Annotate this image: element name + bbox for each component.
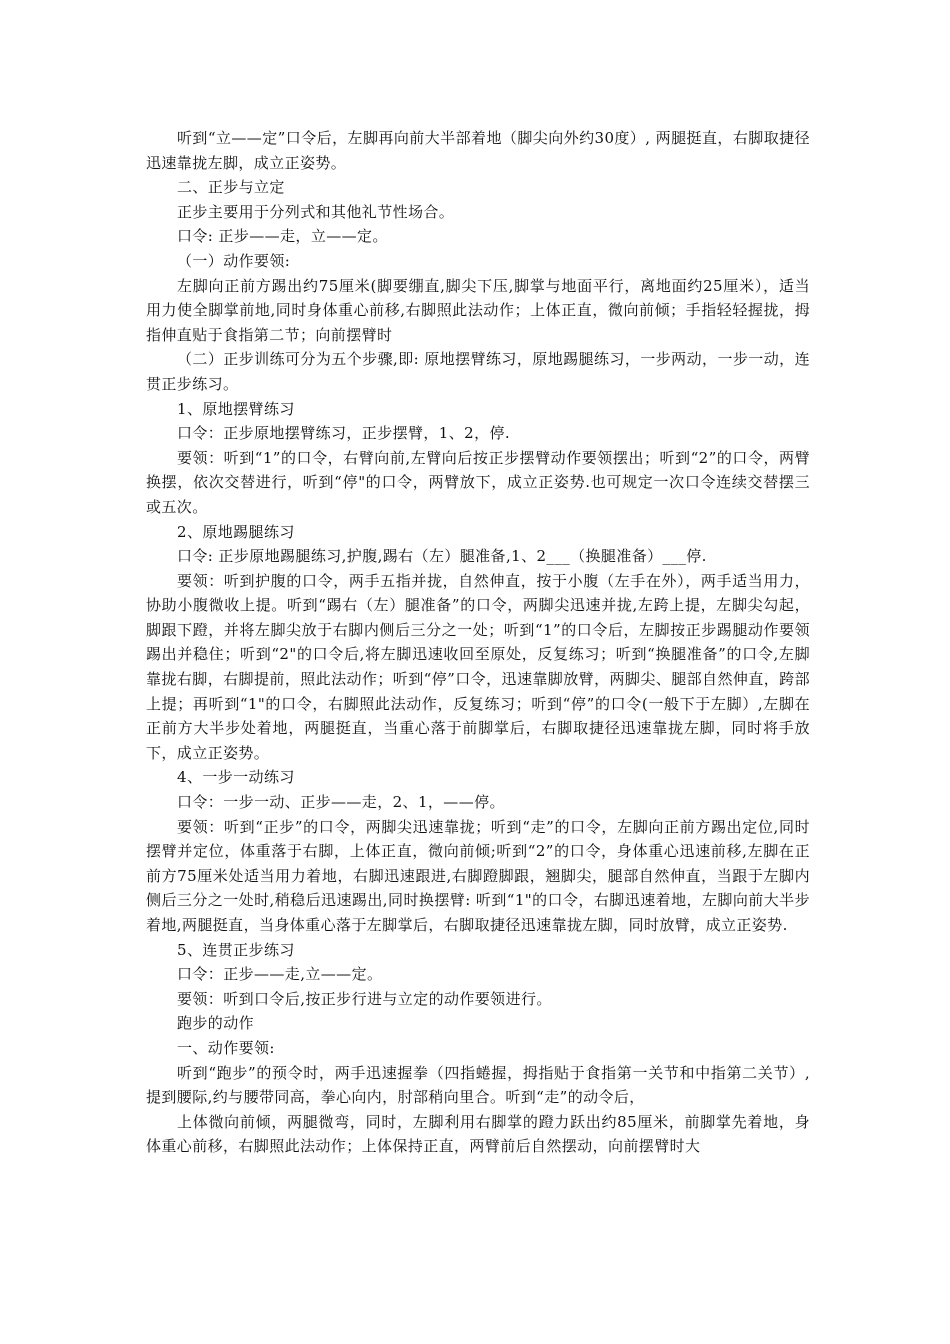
step-heading: 4、一步一动练习 [177,768,295,787]
paragraph: 上体微向前倾，两腿微弯，同时，左脚利用右脚掌的蹬力跃出约85厘米，前脚掌先着地，身体重心前移，右脚照此法动作；上体保持正直，两臂前后自然摆动，向前摆臂时大 [146,1112,810,1156]
paragraph: 要领：听到护腹的口令，两手五指并拢，自然伸直，按于小腹（左手在外），两手适当用力，协助小腹微收上提。听到“踢右（左）腿准备”的口令，两脚尖迅速并拢,左跨上提，左脚尖勾起，脚跟下蹬，并将左脚尖放于右脚内侧后三分之一处；听到“1”的口令后，左脚按正步踢腿动作要领踢出并稳住；听到“2"的口令后,将左脚迅速收回至原处，反复练习；听到“换腿准备”的口令,左脚靠拢右脚，右脚提前，照此法动作；听到“停”口令，迅速靠脚放臂，两脚尖、腿部自然伸直，跨部上提；再听到“1"的口令，右脚照此法动作，反复练习；听到“停”的口令(一般下于左脚）,左脚在正前方大半步处着地，两腿挺直，当重心落于前脚掌后，右脚取捷径迅速靠拢左脚，同时将手放下，成立正姿势。 [146,571,810,762]
paragraph: 左脚向正前方踢出约75厘米(脚要绷直,脚尖下压,脚掌与地面平行，离地面约25厘米），适当用力使全脚掌前地,同时身体重心前移,右脚照此法动作；上体正直，微向前倾；手指轻轻握拢，拇指伸直贴于食指第二节；向前摆臂时 [146,276,810,344]
command-line: 口令: 正步——走，立——定。 [177,227,388,246]
step-heading: 2、原地踢腿练习 [177,522,295,541]
command-line: 口令: 正步原地踢腿练习,护腹,踢右（左）腿准备,1、2___（换腿准备）___停. [177,547,707,566]
subsection-heading: （一）动作要领: [177,251,291,270]
paragraph: 要领：听到口令后,按正步行进与立定的动作要领进行。 [177,989,552,1008]
step-heading: 5、连贯正步练习 [177,940,295,959]
subsection-heading: 一、动作要领: [177,1038,275,1057]
paragraph: 要领：听到“正步”的口令，两脚尖迅速靠拢；听到“走”的口令，左脚向正前方踢出定位,同时摆臂并定位，体重落于右脚，上体正直，微向前倾;听到“2”的口令，身体重心迅速前移,左脚在正前方75厘米处适当用力着地，右脚迅速跟进,右脚蹬脚跟，翘脚尖，腿部自然伸直，当跟于左脚内侧后三分之一处时,稍稳后迅速踢出,同时换摆臂: 听到“1"的口令，右脚迅速着地，左脚向前大半步着地,两腿挺直，当身体重心落于左脚掌后，右脚取捷径迅速靠拢左脚，同时放臂，成立正姿势. [146,817,810,934]
command-line: 口令：正步——走,立——定。 [177,965,383,984]
section-heading: 跑步的动作 [177,1014,255,1033]
command-line: 口令：一步一动、正步——走，2、1，——停。 [177,793,505,812]
section-heading: 二、正步与立定 [177,178,285,197]
paragraph: 要领：听到“1”的口令，右臂向前,左臂向后按正步摆臂动作要领摆出；听到“2”的口令，两臂换摆，依次交替进行，听到“停"的口令，两臂放下，成立正姿势.也可规定一次口令连续交替摆三或五次。 [146,448,810,516]
document-page [146,126,810,1159]
command-line: 口令：正步原地摆臂练习，正步摆臂，1、2，停. [177,424,511,443]
paragraph: 正步主要用于分列式和其他礼节性场合。 [177,202,455,221]
paragraph: 听到“立——定”口令后，左脚再向前大半部着地（脚尖向外约30度）, 两腿挺直，右脚取捷径迅速靠拢左脚，成立正姿势。 [146,129,810,172]
paragraph: 听到“跑步”的预令时，两手迅速握拳（四指蜷握，拇指贴于食指第一关节和中指第二关节）,提到腰际,约与腰带同高，拳心向内，肘部稍向里合。听到“走”的动令后， [146,1063,810,1107]
paragraph: （二）正步训练可分为五个步骤,即: 原地摆臂练习，原地踢腿练习，一步两动，一步一动，连贯正步练习。 [146,350,810,393]
step-heading: 1、原地摆臂练习 [177,399,295,418]
